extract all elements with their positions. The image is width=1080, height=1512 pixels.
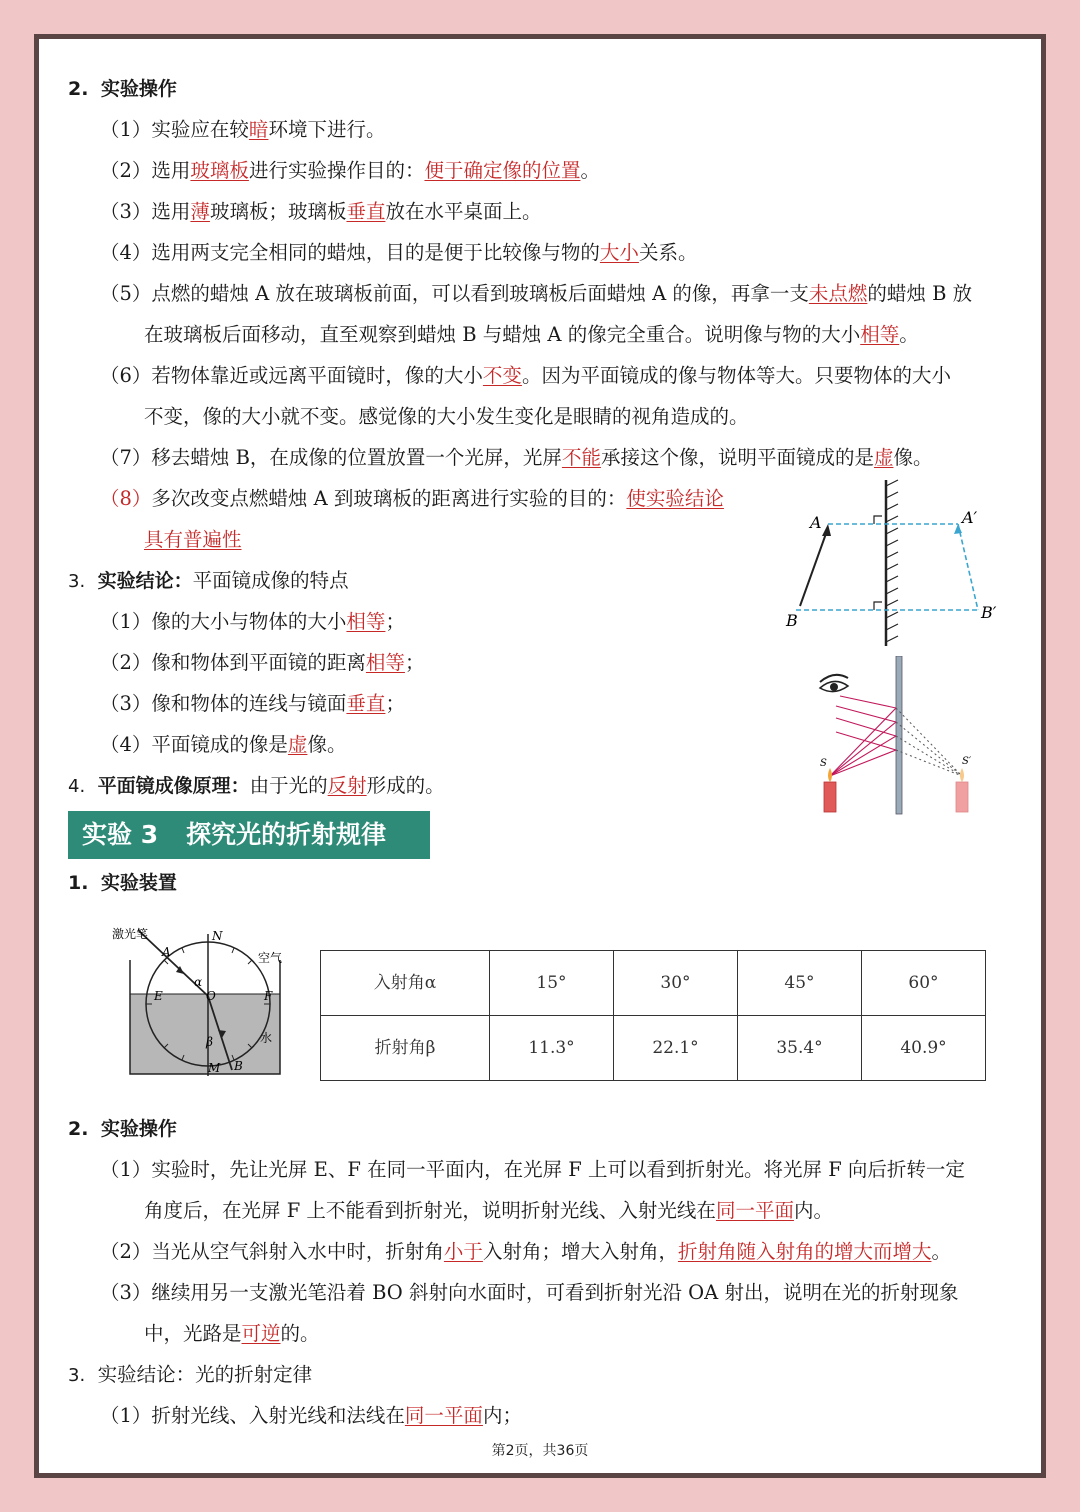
answer: 未点燃: [808, 282, 868, 305]
table-cell: 40.9°: [862, 1016, 986, 1081]
text: （2）当光从空气斜射入水中时，折射角: [100, 1240, 444, 1263]
item-number: （8）: [100, 487, 152, 510]
answer: 可逆: [241, 1322, 281, 1345]
label-laser: 激光笔: [112, 927, 149, 941]
section-number: 2.: [68, 1118, 89, 1140]
text: （7）移去蜡烛 B，在成像的位置放置一个光屏，光屏: [100, 446, 562, 469]
op-item-6-cont: [144, 396, 749, 437]
section-title: 实验操作: [100, 78, 177, 100]
label-A-prime: A′: [962, 508, 978, 527]
table-cell: 30°: [614, 951, 738, 1016]
exp3-section-3-heading: [68, 1354, 312, 1396]
answer: 垂直: [346, 692, 386, 715]
answer: 虚: [873, 446, 894, 469]
label-A: A: [810, 513, 822, 532]
exp3-section-1-heading: [68, 862, 177, 904]
table-row: [321, 951, 986, 1016]
table-cell: 15°: [490, 951, 614, 1016]
label-S-prime: S′: [962, 756, 972, 767]
text: 内；: [482, 1404, 522, 1427]
text: 形成的。: [366, 774, 445, 797]
concl-item-3: [100, 683, 405, 724]
label-N: N: [212, 929, 223, 943]
label-air: 空气: [258, 951, 283, 965]
text: 角度后，在光屏 F 上不能看到折射光，说明折射光线、入射光线在: [144, 1199, 716, 1222]
text: 承接这个像，说明平面镜成的是: [600, 446, 874, 469]
label-F: F: [264, 989, 273, 1003]
table-cell: 22.1°: [614, 1016, 738, 1081]
text: 中，光路是: [144, 1322, 242, 1345]
experiment-3-banner: [68, 811, 430, 859]
section-title: 平面镜成像原理：: [97, 775, 250, 797]
text: 入射角；增大入射角，: [482, 1240, 678, 1263]
page-footer: 第2页，共36页: [491, 1443, 589, 1459]
candle-image-diagram: [812, 656, 982, 816]
exp3-op-1-cont: [144, 1190, 833, 1231]
label-beta: β: [206, 1035, 213, 1049]
op-item-3: [100, 191, 541, 232]
answer: 反射: [327, 774, 367, 797]
section-title: 实验装置: [100, 872, 177, 894]
text: （1）实验应在较: [100, 118, 249, 141]
label-M: M: [208, 1061, 221, 1075]
table-cell: 45°: [738, 951, 862, 1016]
exp3-op-1: [100, 1149, 965, 1190]
answer: 垂直: [346, 200, 386, 223]
plane-mirror-diagram: [778, 478, 1018, 648]
eye-icon: [820, 675, 848, 692]
table-cell: 35.4°: [738, 1016, 862, 1081]
op-item-7: [100, 437, 933, 478]
answer: 使实验结论: [626, 487, 724, 510]
text: ；: [385, 692, 405, 715]
banner-number: 实验 3: [82, 820, 159, 849]
answer: 不变: [482, 364, 522, 387]
answer: 暗: [248, 118, 269, 141]
concl-item-2: [100, 642, 424, 683]
table-cell-label: 入射角α: [321, 951, 490, 1016]
text: 内。: [793, 1199, 833, 1222]
answer: 不能: [561, 446, 601, 469]
concl-item-1: [100, 601, 405, 642]
text: ；: [385, 610, 405, 633]
table-row: [321, 1016, 986, 1081]
label-B: B: [786, 611, 798, 630]
text: 由于光的: [249, 774, 328, 797]
refraction-data-table: [320, 950, 986, 1081]
text: 多次改变点燃蜡烛 A 到玻璃板的距离进行实验的目的：: [151, 487, 627, 510]
text: （6）若物体靠近或远离平面镜时，像的大小: [100, 364, 483, 387]
section-number: 3.: [68, 1365, 86, 1386]
label-S: S: [820, 758, 827, 769]
text: （1）像的大小与物体的大小: [100, 610, 347, 633]
text: （1）折射光线、入射光线和法线在: [100, 1404, 405, 1427]
section-4-heading: [68, 765, 445, 807]
label-B-prime: B′: [981, 603, 997, 622]
exp3-op-3-cont: [144, 1313, 320, 1354]
answer: 便于确定像的位置: [424, 159, 581, 182]
answer: 玻璃板: [190, 159, 249, 182]
exp3-section-2-heading: [68, 1108, 177, 1150]
label-A: A: [162, 945, 171, 959]
op-item-8-cont: [144, 519, 242, 560]
label-water: 水: [260, 1031, 273, 1045]
text: （2）像和物体到平面镜的距离: [100, 651, 366, 674]
section-title: 实验结论：: [97, 570, 193, 592]
text: （1）实验时，先让光屏 E、F 在同一平面内，在光屏 F 上可以看到折射光。将光屏 F 向后折转一定: [100, 1158, 965, 1181]
answer: 大小: [599, 241, 639, 264]
text: 的蜡烛 B 放: [867, 282, 973, 305]
text: （4）平面镜成的像是: [100, 733, 288, 756]
text: 。因为平面镜成的像与物体等大。只要物体的大小: [521, 364, 951, 387]
concl-item-4: [100, 724, 346, 765]
text: 玻璃板；玻璃板: [209, 200, 347, 223]
section-subtitle: 平面镜成像的特点: [192, 569, 349, 592]
answer: 薄: [190, 200, 210, 223]
label-E: E: [154, 989, 163, 1003]
text: （3）像和物体的连线与镜面: [100, 692, 347, 715]
text: 关系。: [638, 241, 698, 264]
op-item-2: [100, 150, 600, 191]
text: 像。: [893, 446, 933, 469]
refraction-apparatus-diagram: [108, 920, 298, 1080]
label-alpha: α: [194, 975, 203, 989]
label-B: B: [234, 1059, 243, 1073]
op-item-5: [100, 273, 972, 314]
section-3-heading: [68, 560, 349, 602]
text: 像。: [307, 733, 347, 756]
section-number: 4.: [68, 776, 86, 797]
op-item-5-cont: [144, 314, 919, 355]
table-cell: 60°: [862, 951, 986, 1016]
answer: 同一平面: [404, 1404, 483, 1427]
text: （2）选用: [100, 159, 191, 182]
text: （5）点燃的蜡烛 A 放在玻璃板前面，可以看到玻璃板后面蜡烛 A 的像，再拿一支: [100, 282, 809, 305]
banner-title: 探究光的折射规律: [186, 820, 387, 849]
answer: 同一平面: [715, 1199, 794, 1222]
section-title: 实验结论：光的折射定律: [97, 1363, 313, 1386]
text: 。: [899, 323, 919, 346]
text: （3）选用: [100, 200, 191, 223]
text: （4）选用两支完全相同的蜡烛，目的是便于比较像与物的: [100, 241, 600, 264]
op-item-6: [100, 355, 951, 396]
table-cell-label: 折射角β: [321, 1016, 490, 1081]
label-O: O: [206, 989, 216, 1003]
text: 进行实验操作目的：: [248, 159, 425, 182]
text: （3）继续用另一支激光笔沿着 BO 斜射向水面时，可看到折射光沿 OA 射出，说明在光的折射现象: [100, 1281, 959, 1304]
answer: 具有普遍性: [144, 528, 242, 551]
op-item-4: [100, 232, 697, 273]
text: 环境下进行。: [268, 118, 386, 141]
section-2-heading: [68, 68, 177, 110]
op-item-8: [100, 478, 724, 519]
text: 的。: [280, 1322, 320, 1345]
text: 。: [931, 1240, 951, 1263]
answer: 相等: [365, 651, 405, 674]
section-number: 3.: [68, 571, 86, 592]
exp3-op-2: [100, 1231, 951, 1272]
answer: 相等: [346, 610, 386, 633]
exp3-concl-1: [100, 1395, 522, 1436]
section-number: 1.: [68, 872, 89, 894]
text: ；: [404, 651, 425, 674]
section-title: 实验操作: [100, 1118, 177, 1140]
section-number: 2.: [68, 78, 89, 100]
text: 放在水平桌面上。: [385, 200, 542, 223]
answer: 相等: [860, 323, 900, 346]
answer: 小于: [443, 1240, 483, 1263]
exp3-op-3: [100, 1272, 958, 1313]
text: 不变，像的大小就不变。感觉像的大小发生变化是眼睛的视角造成的。: [144, 405, 749, 428]
answer: 折射角随入射角的增大而增大: [677, 1240, 932, 1263]
text: 在玻璃板后面移动，直至观察到蜡烛 B 与蜡烛 A 的像完全重合。说明像与物的大小: [144, 323, 861, 346]
answer: 虚: [287, 733, 308, 756]
table-cell: 11.3°: [490, 1016, 614, 1081]
op-item-1: [100, 109, 385, 150]
text: 。: [580, 159, 600, 182]
